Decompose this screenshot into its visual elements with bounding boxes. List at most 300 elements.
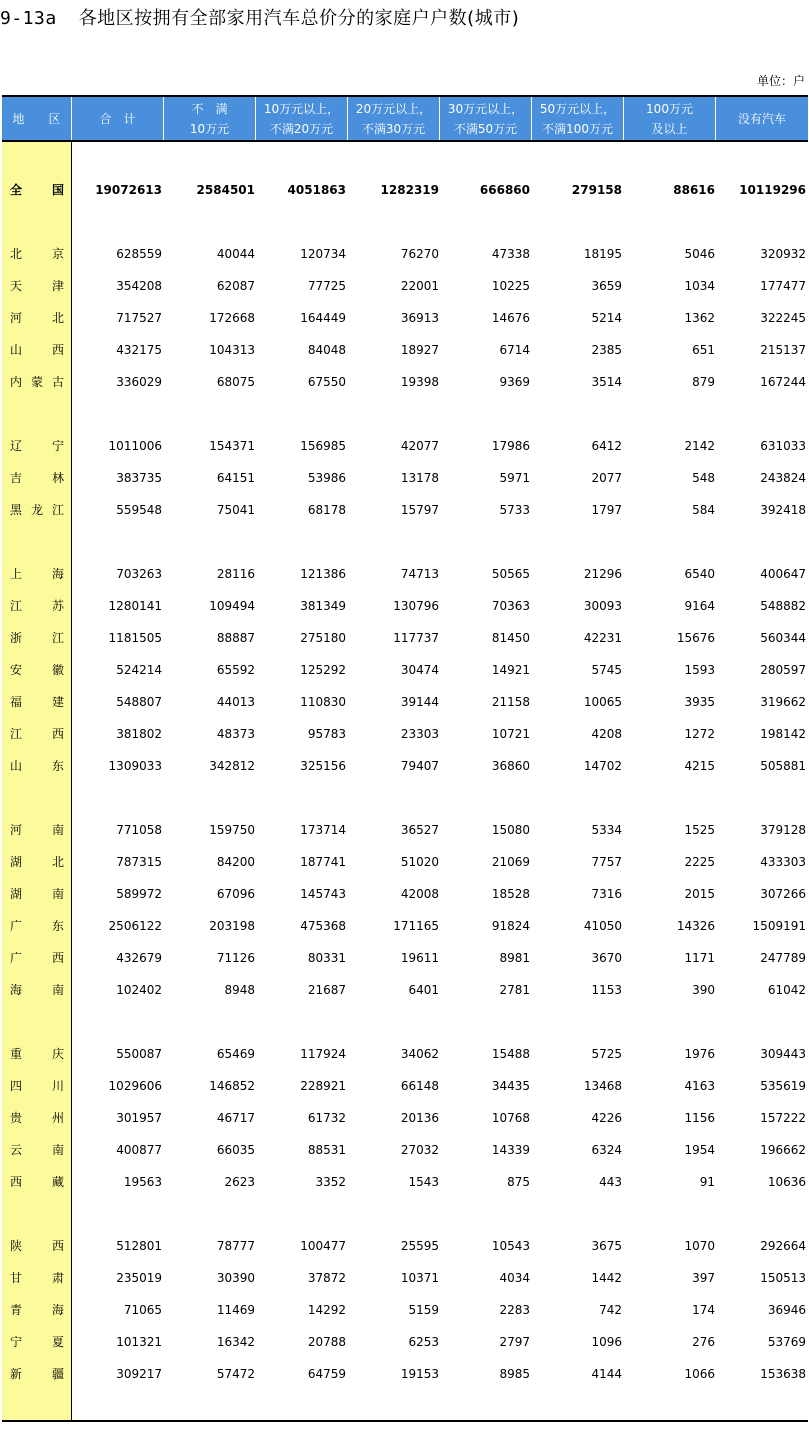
cell-value: 6253 <box>408 1335 439 1349</box>
cell-value: 19072613 <box>95 183 162 197</box>
cell-value: 309443 <box>760 1047 806 1061</box>
cell-value: 77725 <box>307 279 346 293</box>
cell-value: 703263 <box>116 567 162 581</box>
cell-value: 383735 <box>116 471 162 485</box>
table-row <box>0 436 809 456</box>
cell-value: 20788 <box>307 1335 346 1349</box>
cell-value: 66148 <box>400 1079 439 1093</box>
cell-value: 198142 <box>760 727 806 741</box>
region-name: 新 疆 <box>10 1367 64 1381</box>
cell-value: 71065 <box>123 1303 162 1317</box>
header-cell <box>716 97 808 140</box>
table-row <box>0 372 809 392</box>
cell-value: 4215 <box>684 759 715 773</box>
table-row <box>0 884 809 904</box>
cell-value: 6714 <box>499 343 530 357</box>
cell-value: 154371 <box>209 439 255 453</box>
table-number: 9-13a <box>0 8 57 29</box>
cell-value: 34435 <box>491 1079 530 1093</box>
cell-value: 319662 <box>760 695 806 709</box>
cell-value: 1797 <box>591 503 622 517</box>
cell-value: 15797 <box>400 503 439 517</box>
cell-value: 167244 <box>760 375 806 389</box>
cell-value: 37872 <box>307 1271 346 1285</box>
cell-value: 171165 <box>393 919 439 933</box>
cell-value: 5046 <box>684 247 715 261</box>
cell-value: 354208 <box>116 279 162 293</box>
cell-value: 14676 <box>491 311 530 325</box>
cell-value: 84048 <box>307 343 346 357</box>
cell-value: 4051863 <box>287 183 346 197</box>
cell-value: 50565 <box>491 567 530 581</box>
cell-value: 307266 <box>760 887 806 901</box>
cell-value: 584 <box>692 503 715 517</box>
table-bottom-rule <box>2 1420 808 1422</box>
table-row <box>0 820 809 840</box>
cell-value: 475368 <box>300 919 346 933</box>
unit-label: 单位：户 <box>756 74 805 88</box>
cell-value: 280597 <box>760 663 806 677</box>
cell-value: 235019 <box>116 1271 162 1285</box>
cell-value: 2142 <box>684 439 715 453</box>
cell-value: 228921 <box>300 1079 346 1093</box>
region-name: 全 国 <box>10 183 64 197</box>
cell-value: 36913 <box>400 311 439 325</box>
cell-value: 84200 <box>216 855 255 869</box>
header-label: 没有汽车 <box>737 111 786 126</box>
cell-value: 20136 <box>400 1111 439 1125</box>
cell-value: 879 <box>692 375 715 389</box>
cell-value: 247789 <box>760 951 806 965</box>
cell-value: 15488 <box>491 1047 530 1061</box>
cell-value: 153638 <box>760 1367 806 1381</box>
cell-value: 30093 <box>583 599 622 613</box>
header-label: 100万元 及以上 <box>646 101 693 136</box>
cell-value: 14702 <box>583 759 622 773</box>
table-row <box>0 308 809 328</box>
table-row <box>0 276 809 296</box>
cell-value: 742 <box>599 1303 622 1317</box>
cell-value: 16342 <box>216 1335 255 1349</box>
cell-value: 68178 <box>307 503 346 517</box>
cell-value: 215137 <box>760 343 806 357</box>
cell-value: 34062 <box>400 1047 439 1061</box>
cell-value: 30390 <box>216 1271 255 1285</box>
table-row <box>0 564 809 584</box>
cell-value: 110830 <box>300 695 346 709</box>
cell-value: 381802 <box>116 727 162 741</box>
region-name: 河 北 <box>10 311 64 325</box>
header-cell <box>440 97 532 140</box>
cell-value: 875 <box>507 1175 530 1189</box>
cell-value: 91824 <box>491 919 530 933</box>
cell-value: 61732 <box>307 1111 346 1125</box>
cell-value: 3935 <box>684 695 715 709</box>
cell-value: 13468 <box>583 1079 622 1093</box>
region-name: 辽 宁 <box>10 439 64 453</box>
table-row <box>0 500 809 520</box>
cell-value: 14921 <box>491 663 530 677</box>
cell-value: 301957 <box>116 1111 162 1125</box>
cell-value: 2225 <box>684 855 715 869</box>
table-row <box>0 1140 809 1160</box>
cell-value: 1096 <box>591 1335 622 1349</box>
cell-value: 7757 <box>591 855 622 869</box>
cell-value: 292664 <box>760 1239 806 1253</box>
cell-value: 64151 <box>216 471 255 485</box>
cell-value: 36860 <box>491 759 530 773</box>
cell-value: 279158 <box>571 183 622 197</box>
cell-value: 4208 <box>591 727 622 741</box>
cell-value: 4163 <box>684 1079 715 1093</box>
region-name: 浙 江 <box>10 631 64 645</box>
cell-value: 172668 <box>209 311 255 325</box>
cell-value: 21069 <box>491 855 530 869</box>
cell-value: 505881 <box>760 759 806 773</box>
cell-value: 61042 <box>767 983 806 997</box>
table-title: 各地区按拥有全部家用汽车总价分的家庭户户数(城市) <box>78 8 520 29</box>
cell-value: 78777 <box>216 1239 255 1253</box>
cell-value: 666860 <box>479 183 530 197</box>
cell-value: 4226 <box>591 1111 622 1125</box>
cell-value: 102402 <box>116 983 162 997</box>
header-cell <box>256 97 348 140</box>
cell-value: 4034 <box>499 1271 530 1285</box>
cell-value: 7316 <box>591 887 622 901</box>
table-row <box>0 468 809 488</box>
cell-value: 28116 <box>216 567 255 581</box>
cell-value: 36946 <box>767 1303 806 1317</box>
cell-value: 177477 <box>760 279 806 293</box>
cell-value: 101321 <box>116 1335 162 1349</box>
region-name: 安 徽 <box>10 663 64 677</box>
cell-value: 145743 <box>300 887 346 901</box>
cell-value: 1011006 <box>108 439 162 453</box>
cell-value: 19611 <box>400 951 439 965</box>
cell-value: 6412 <box>591 439 622 453</box>
cell-value: 146852 <box>209 1079 255 1093</box>
cell-value: 1029606 <box>108 1079 162 1093</box>
header-cell <box>2 97 72 140</box>
cell-value: 66035 <box>216 1143 255 1157</box>
cell-value: 187741 <box>300 855 346 869</box>
cell-value: 14339 <box>491 1143 530 1157</box>
region-name: 青 海 <box>10 1303 64 1317</box>
header-cell <box>624 97 716 140</box>
cell-value: 1362 <box>684 311 715 325</box>
cell-value: 19153 <box>400 1367 439 1381</box>
region-name: 湖 南 <box>10 887 64 901</box>
cell-value: 15676 <box>676 631 715 645</box>
table-row <box>0 724 809 744</box>
cell-value: 2781 <box>499 983 530 997</box>
cell-value: 196662 <box>760 1143 806 1157</box>
cell-value: 46717 <box>216 1111 255 1125</box>
table-header <box>2 95 808 142</box>
cell-value: 100477 <box>300 1239 346 1253</box>
cell-value: 5214 <box>591 311 622 325</box>
cell-value: 787315 <box>116 855 162 869</box>
cell-value: 10225 <box>491 279 530 293</box>
cell-value: 548882 <box>760 599 806 613</box>
cell-value: 6401 <box>408 983 439 997</box>
cell-value: 19563 <box>123 1175 162 1189</box>
table-row <box>0 756 809 776</box>
table-row <box>0 628 809 648</box>
cell-value: 1066 <box>684 1367 715 1381</box>
cell-value: 1156 <box>684 1111 715 1125</box>
cell-value: 14292 <box>307 1303 346 1317</box>
table-row <box>0 660 809 680</box>
cell-value: 397 <box>692 1271 715 1285</box>
region-name: 福 建 <box>10 695 64 709</box>
cell-value: 1272 <box>684 727 715 741</box>
cell-value: 3352 <box>315 1175 346 1189</box>
cell-value: 64759 <box>307 1367 346 1381</box>
cell-value: 157222 <box>760 1111 806 1125</box>
table-row <box>0 948 809 968</box>
cell-value: 771058 <box>116 823 162 837</box>
region-name: 陕 西 <box>10 1239 64 1253</box>
cell-value: 67550 <box>307 375 346 389</box>
region-name: 海 南 <box>10 983 64 997</box>
cell-value: 30474 <box>400 663 439 677</box>
cell-value: 443 <box>599 1175 622 1189</box>
cell-value: 81450 <box>491 631 530 645</box>
page-title <box>0 4 519 34</box>
table-row <box>0 1172 809 1192</box>
region-name: 天 津 <box>10 279 64 293</box>
cell-value: 2077 <box>591 471 622 485</box>
cell-value: 18927 <box>400 343 439 357</box>
cell-value: 1976 <box>684 1047 715 1061</box>
cell-value: 42077 <box>400 439 439 453</box>
cell-value: 8985 <box>499 1367 530 1381</box>
cell-value: 1954 <box>684 1143 715 1157</box>
cell-value: 10065 <box>583 695 622 709</box>
cell-value: 203198 <box>209 919 255 933</box>
header-cell <box>72 97 164 140</box>
cell-value: 5745 <box>591 663 622 677</box>
cell-value: 41050 <box>583 919 622 933</box>
cell-value: 3675 <box>591 1239 622 1253</box>
cell-value: 36527 <box>400 823 439 837</box>
header-label: 10万元以上， 不满20万元 <box>263 101 340 136</box>
cell-value: 10768 <box>491 1111 530 1125</box>
cell-value: 3670 <box>591 951 622 965</box>
cell-value: 1442 <box>591 1271 622 1285</box>
table-row <box>0 1236 809 1256</box>
cell-value: 10543 <box>491 1239 530 1253</box>
cell-value: 74713 <box>400 567 439 581</box>
cell-value: 3659 <box>591 279 622 293</box>
header-label: 20万元以上， 不满30万元 <box>355 101 432 136</box>
cell-value: 9369 <box>499 375 530 389</box>
region-name: 四 川 <box>10 1079 64 1093</box>
cell-value: 80331 <box>307 951 346 965</box>
region-name: 内 蒙 古 <box>10 375 64 389</box>
cell-value: 117924 <box>300 1047 346 1061</box>
cell-value: 5159 <box>408 1303 439 1317</box>
cell-value: 75041 <box>216 503 255 517</box>
cell-value: 1543 <box>408 1175 439 1189</box>
cell-value: 524214 <box>116 663 162 677</box>
cell-value: 8981 <box>499 951 530 965</box>
cell-value: 628559 <box>116 247 162 261</box>
cell-value: 589972 <box>116 887 162 901</box>
cell-value: 9164 <box>684 599 715 613</box>
cell-value: 27032 <box>400 1143 439 1157</box>
cell-value: 1593 <box>684 663 715 677</box>
table-row <box>0 1044 809 1064</box>
region-name: 山 西 <box>10 343 64 357</box>
region-name: 广 西 <box>10 951 64 965</box>
cell-value: 88531 <box>307 1143 346 1157</box>
cell-value: 109494 <box>209 599 255 613</box>
cell-value: 5334 <box>591 823 622 837</box>
region-name: 贵 州 <box>10 1111 64 1125</box>
cell-value: 2283 <box>499 1303 530 1317</box>
cell-value: 2506122 <box>108 919 162 933</box>
cell-value: 243824 <box>760 471 806 485</box>
cell-value: 22001 <box>400 279 439 293</box>
cell-value: 6540 <box>684 567 715 581</box>
cell-value: 2623 <box>224 1175 255 1189</box>
region-name: 重 庆 <box>10 1047 64 1061</box>
cell-value: 1034 <box>684 279 715 293</box>
table-row <box>0 596 809 616</box>
cell-value: 631033 <box>760 439 806 453</box>
cell-value: 76270 <box>400 247 439 261</box>
region-name: 江 西 <box>10 727 64 741</box>
cell-value: 1153 <box>591 983 622 997</box>
cell-value: 39144 <box>400 695 439 709</box>
table-row <box>0 692 809 712</box>
region-name: 江 苏 <box>10 599 64 613</box>
cell-value: 1509191 <box>752 919 806 933</box>
cell-value: 400877 <box>116 1143 162 1157</box>
cell-value: 117737 <box>393 631 439 645</box>
cell-value: 18195 <box>583 247 622 261</box>
region-name: 宁 夏 <box>10 1335 64 1349</box>
cell-value: 1309033 <box>108 759 162 773</box>
cell-value: 48373 <box>216 727 255 741</box>
header-cell <box>164 97 256 140</box>
region-column-band <box>2 142 72 1421</box>
table-row <box>0 1108 809 1128</box>
cell-value: 309217 <box>116 1367 162 1381</box>
table-row <box>0 980 809 1000</box>
cell-value: 47338 <box>491 247 530 261</box>
region-name: 吉 林 <box>10 471 64 485</box>
cell-value: 164449 <box>300 311 346 325</box>
cell-value: 65469 <box>216 1047 255 1061</box>
cell-value: 8948 <box>224 983 255 997</box>
cell-value: 95783 <box>307 727 346 741</box>
cell-value: 336029 <box>116 375 162 389</box>
cell-value: 15080 <box>491 823 530 837</box>
cell-value: 381349 <box>300 599 346 613</box>
cell-value: 400647 <box>760 567 806 581</box>
header-label: 50万元以上， 不满100万元 <box>539 101 616 136</box>
cell-value: 2385 <box>591 343 622 357</box>
cell-value: 5733 <box>499 503 530 517</box>
cell-value: 156985 <box>300 439 346 453</box>
cell-value: 125292 <box>300 663 346 677</box>
cell-value: 10721 <box>491 727 530 741</box>
cell-value: 40044 <box>216 247 255 261</box>
cell-value: 3514 <box>591 375 622 389</box>
cell-value: 5971 <box>499 471 530 485</box>
cell-value: 70363 <box>491 599 530 613</box>
cell-value: 548 <box>692 471 715 485</box>
cell-value: 13178 <box>400 471 439 485</box>
cell-value: 14326 <box>676 919 715 933</box>
cell-value: 88616 <box>673 183 715 197</box>
cell-value: 121386 <box>300 567 346 581</box>
cell-value: 320932 <box>760 247 806 261</box>
cell-value: 550087 <box>116 1047 162 1061</box>
cell-value: 1280141 <box>108 599 162 613</box>
cell-value: 25595 <box>400 1239 439 1253</box>
cell-value: 1525 <box>684 823 715 837</box>
cell-value: 91 <box>699 1175 715 1189</box>
cell-value: 79407 <box>400 759 439 773</box>
cell-value: 174 <box>692 1303 715 1317</box>
cell-value: 4144 <box>591 1367 622 1381</box>
region-name: 山 东 <box>10 759 64 773</box>
table-row <box>0 1364 809 1384</box>
cell-value: 2584501 <box>196 183 255 197</box>
cell-value: 57472 <box>216 1367 255 1381</box>
cell-value: 67096 <box>216 887 255 901</box>
cell-value: 5725 <box>591 1047 622 1061</box>
cell-value: 53986 <box>307 471 346 485</box>
cell-value: 10119296 <box>739 183 806 197</box>
cell-value: 104313 <box>209 343 255 357</box>
table-row <box>0 852 809 872</box>
table-row <box>0 340 809 360</box>
table-row <box>0 1268 809 1288</box>
cell-value: 275180 <box>300 631 346 645</box>
cell-value: 342812 <box>209 759 255 773</box>
cell-value: 62087 <box>216 279 255 293</box>
cell-value: 2797 <box>499 1335 530 1349</box>
cell-value: 21296 <box>583 567 622 581</box>
region-name: 河 南 <box>10 823 64 837</box>
region-name: 广 东 <box>10 919 64 933</box>
cell-value: 18528 <box>491 887 530 901</box>
cell-value: 559548 <box>116 503 162 517</box>
cell-value: 6324 <box>591 1143 622 1157</box>
cell-value: 150513 <box>760 1271 806 1285</box>
cell-value: 276 <box>692 1335 715 1349</box>
header-label: 30万元以上， 不满50万元 <box>447 101 524 136</box>
header-label: 合 计 <box>99 111 136 126</box>
cell-value: 560344 <box>760 631 806 645</box>
cell-value: 379128 <box>760 823 806 837</box>
region-name: 北 京 <box>10 247 64 261</box>
cell-value: 19398 <box>400 375 439 389</box>
cell-value: 390 <box>692 983 715 997</box>
table-row <box>0 1332 809 1352</box>
cell-value: 42231 <box>583 631 622 645</box>
cell-value: 88887 <box>216 631 255 645</box>
cell-value: 44013 <box>216 695 255 709</box>
region-name: 云 南 <box>10 1143 64 1157</box>
cell-value: 433303 <box>760 855 806 869</box>
cell-value: 120734 <box>300 247 346 261</box>
